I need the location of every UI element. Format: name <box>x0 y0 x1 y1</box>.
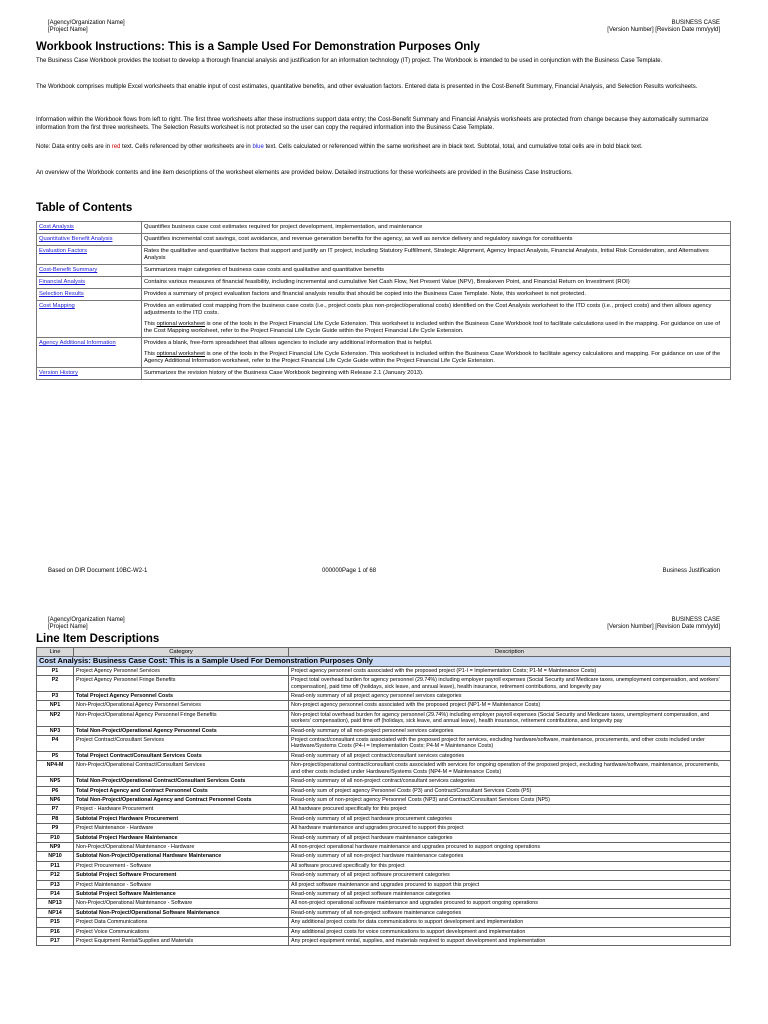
toc-description <box>142 301 731 338</box>
toc-description <box>142 265 731 277</box>
page1-header-right <box>607 20 720 34</box>
toc-link[interactable]: Financial Analysis <box>37 277 142 289</box>
line-code: NP2 <box>37 710 74 726</box>
line-description: Project total overhead burden for agency personnel (29.74%) including employer payroll expenses (Social Security and Medicare taxes, unemployment compensation, and workers' compensation), paid time off (holidays, sick leave, and annual leave), health insurance, retirement contributions, and longevity pay <box>289 676 731 692</box>
column-header-description: Description <box>289 648 731 657</box>
line-code: P6 <box>37 786 74 795</box>
line-code: P4 <box>37 736 74 752</box>
toc-description <box>142 234 731 246</box>
toc-link[interactable]: Selection Results <box>37 289 142 301</box>
line-code: NP13 <box>37 899 74 908</box>
line-category: Total Non-Project/Operational Contract/Consultant Services Costs <box>74 777 289 786</box>
line-category: Non-Project/Operational Agency Personnel Services <box>74 701 289 710</box>
line-description: All hardware procured specifically for this project <box>289 805 731 814</box>
line-category: Project Maintenance - Software <box>74 880 289 889</box>
line-code: NP5 <box>37 777 74 786</box>
doc-type: BUSINESS CASE <box>671 617 720 623</box>
line-category: Project Agency Personnel Services <box>74 666 289 675</box>
line-description: Read-only sum of project agency Personnel Costs (P3) and Contract/Consultant Services Costs (P5) <box>289 786 731 795</box>
toc-link[interactable]: Cost-Benefit Summary <box>37 265 142 277</box>
line-code: P9 <box>37 824 74 833</box>
line-item-row <box>37 751 731 760</box>
line-category: Project Voice Communications <box>74 927 289 936</box>
version-info: [Version Number] [Revision Date mm/yyld] <box>607 27 720 33</box>
toc-description <box>142 277 731 289</box>
line-description: Read-only summary of all non-project personnel services categories <box>289 726 731 735</box>
line-description: Non-project agency personnel costs associated with the proposed project (NP1-M = Maintenance Costs) <box>289 701 731 710</box>
line-description: Read-only summary of all project agency personnel services categories <box>289 692 731 701</box>
project-name: [Project Name] <box>48 27 88 33</box>
line-category: Non-Project/Operational Maintenance - Software <box>74 899 289 908</box>
page-title: Workbook Instructions: This is a Sample Used For Demonstration Purposes Only <box>36 41 480 53</box>
toc-description <box>142 289 731 301</box>
note-paragraph <box>36 144 732 152</box>
agency-name: [Agency/Organization Name] <box>48 20 125 26</box>
line-item-table <box>36 647 731 946</box>
toc-table <box>36 221 731 380</box>
line-description: Read-only summary of all project software maintenance categories <box>289 889 731 898</box>
toc-link[interactable]: Cost Mapping <box>37 301 142 338</box>
line-code: P8 <box>37 814 74 823</box>
intro-paragraph-1: The Business Case Workbook provides the toolset to develop a thorough financial analysis and justification for an information technology (IT) project. The Workbook is intended to be used in conjunction with the Business Case Template. <box>36 58 663 64</box>
page2-header-left <box>48 617 125 631</box>
toc-row <box>37 301 731 338</box>
line-item-row <box>37 889 731 898</box>
line-description: All software procured specifically for this project <box>289 861 731 870</box>
line-category: Subtotal Project Hardware Procurement <box>74 814 289 823</box>
line-item-row <box>37 880 731 889</box>
note-lead: This <box>144 351 157 357</box>
toc-optional-note <box>144 351 728 365</box>
toc-description <box>142 338 731 368</box>
line-code: P14 <box>37 889 74 898</box>
line-category: Total Project Agency Personnel Costs <box>74 692 289 701</box>
project-name: [Project Name] <box>48 624 88 630</box>
line-category: Non-Project/Operational Maintenance - Hardware <box>74 842 289 851</box>
line-description: Read-only summary of all project software procurement categories <box>289 871 731 880</box>
line-category: Project - Hardware Procurement <box>74 805 289 814</box>
toc-link[interactable]: Cost Analysis <box>37 222 142 234</box>
line-category: Subtotal Project Hardware Maintenance <box>74 833 289 842</box>
note-text-c: text. Cells calculated or referenced within the same worksheet are in black text. Subtotal, total, and cumulative total cells are in bold black text. <box>263 144 643 150</box>
line-category: Total Non-Project/Operational Agency Personnel Costs <box>74 726 289 735</box>
line-item-row <box>37 736 731 752</box>
line-code: P15 <box>37 918 74 927</box>
toc-description <box>142 222 731 234</box>
toc-row <box>37 222 731 234</box>
line-item-row <box>37 833 731 842</box>
toc-description-text: Summarizes the revision history of the Business Case Workbook beginning with Release 2.1 (January 2013). <box>144 370 424 376</box>
line-description: All non-project operational software maintenance and upgrades procured to support ongoing operations <box>289 899 731 908</box>
page2-header-right <box>607 617 720 631</box>
toc-row <box>37 265 731 277</box>
section-row <box>37 657 731 666</box>
toc-title: Table of Contents <box>36 202 133 214</box>
toc-optional-note <box>144 321 728 335</box>
line-item-row <box>37 710 731 726</box>
line-code: P11 <box>37 861 74 870</box>
note-body: is one of the tools in the Project Financial Life Cycle Extension. This worksheet is included within the Business Case Workbook tool to facilitate calculations used in the mapping. For guidance on use of the Cost Mapping worksheet, refer to the Project Financial Life Cycle Guide within the Project Financial Life Cycle Extension. <box>144 321 720 334</box>
toc-description-text: Provides an estimated cost mapping from the business case costs (i.e., project costs plus non-project/operational costs) identified on the Cost Analysis worksheet to the ITD costs (i.e., project costs) and then allows agency adjustments to the ITD costs. <box>144 303 712 316</box>
optional-worksheet-label: optional worksheet <box>156 321 205 327</box>
line-item-row <box>37 666 731 675</box>
line-description: All non-project operational hardware maintenance and upgrades procured to support ongoing operations <box>289 842 731 851</box>
line-description: Any project equipment rental, supplies, and materials required to support development and implementation <box>289 937 731 946</box>
line-item-row <box>37 908 731 917</box>
line-code: P12 <box>37 871 74 880</box>
line-category: Project Agency Personnel Fringe Benefits <box>74 676 289 692</box>
line-code: NP9 <box>37 842 74 851</box>
overview-paragraph: An overview of the Workbook contents and line item descriptions of the worksheet elements are provided below. Detailed instructions for these worksheets are provided in the Business Case Instructions. <box>36 170 573 176</box>
note-text-b: text. Cells referenced by other worksheets are in <box>120 144 253 150</box>
toc-description-text: Rates the qualitative and quantitative factors that support and justify an IT project, including Statutory Fulfillment, Strategic Alignment, Agency Impact Analysis, Financial Analysis, Initial Risk Consideration, and Alternatives Analysis <box>144 248 709 261</box>
line-code: NP3 <box>37 726 74 735</box>
column-header-line: Line <box>37 648 74 657</box>
version-info: [Version Number] [Revision Date mm/yyld] <box>607 624 720 630</box>
line-description: Non-project total overhead burden for agency personnel (29.74%) including employer payroll expenses (Social Security and Medicare taxes, unemployment compensation, and workers' compensation), paid time off (holidays, sick leave, and annual leave), health insurance, retirement contributions, and longevity pay <box>289 710 731 726</box>
toc-description <box>142 368 731 380</box>
line-category: Subtotal Project Software Maintenance <box>74 889 289 898</box>
line-description: All hardware maintenance and upgrades procured to support this project <box>289 824 731 833</box>
toc-description-text: Summarizes major categories of business case costs and qualitative and quantitative benefits <box>144 267 385 273</box>
line-description: Project contract/consultant costs associated with the proposed project for services, excluding hardware/software, maintenance, procurements, and other costs included under Hardware/Systems Costs (P4-I = Implementation Costs; P4-M = Maintenance Costs) <box>289 736 731 752</box>
toc-description-text: Provides a summary of project evaluation factors and financial analysis results that should be copied into the Business Case Template. Note, this worksheet is not protected. <box>144 291 586 297</box>
line-item-row <box>37 814 731 823</box>
section-title: Cost Analysis: Business Case Cost: This is a Sample Used For Demonstration Purposes Only <box>37 657 731 666</box>
line-item-row <box>37 899 731 908</box>
note-text-a: Note: Data entry cells are in <box>36 144 112 150</box>
toc-row <box>37 338 731 368</box>
line-description: Non-project/operational contract/consultant costs associated with services for ongoing operation of the proposed project, excluding hardware/software, maintenance, procurements, and other costs included under Hardware/Systems Costs (NP4-M = Maintenance Costs) <box>289 761 731 777</box>
line-description: All project software maintenance and upgrades procured to support this project <box>289 880 731 889</box>
line-code: NP14 <box>37 908 74 917</box>
note-body: is one of the tools in the Project Financial Life Cycle Extension. This worksheet is included within the Business Case Workbook to facilitate agency calculations and mapping. For guidance on use of the Agency Additional Information worksheet, refer to the Project Financial Life Cycle Guide within the Project Financial Life Cycle Extension. <box>144 351 721 364</box>
line-item-row <box>37 795 731 804</box>
doc-type: BUSINESS CASE <box>671 20 720 26</box>
line-item-row <box>37 726 731 735</box>
toc-description-text: Quantifies business case cost estimates required for project development, implementation, and maintenance <box>144 224 423 230</box>
line-category: Project Contract/Consultant Services <box>74 736 289 752</box>
line-code: P5 <box>37 751 74 760</box>
note-lead: This <box>144 321 157 327</box>
toc-link[interactable]: Agency Additional Information <box>37 338 142 368</box>
line-category: Project Procurement - Software <box>74 861 289 870</box>
note-blue-word: blue <box>252 144 264 150</box>
line-item-row <box>37 777 731 786</box>
line-code: P17 <box>37 937 74 946</box>
toc-link[interactable]: Version History <box>37 368 142 380</box>
toc-row <box>37 246 731 265</box>
line-item-row <box>37 871 731 880</box>
line-code: P13 <box>37 880 74 889</box>
line-code: NP10 <box>37 852 74 861</box>
line-category: Subtotal Non-Project/Operational Software Maintenance <box>74 908 289 917</box>
line-item-row <box>37 761 731 777</box>
line-code: NP6 <box>37 795 74 804</box>
line-category: Project Maintenance - Hardware <box>74 824 289 833</box>
line-code: P1 <box>37 666 74 675</box>
toc-row <box>37 277 731 289</box>
line-description: Read-only summary of all non-project hardware maintenance categories <box>289 852 731 861</box>
page1-header-left <box>48 20 125 34</box>
line-description: Read-only summary of all project hardware maintenance categories <box>289 833 731 842</box>
intro-paragraph-3: Information within the Workbook flows from left to right. The first three worksheets after these instructions support data entry; the Cost-Benefit Summary and Financial Analysis worksheets are protected from change because they automatically summarize information from the first three worksheets. The Selection Results worksheet is not protected so the user can copy the required information into the Business Case Template. <box>36 117 709 131</box>
toc-link[interactable]: Quantitative Benefit Analysis <box>37 234 142 246</box>
line-code: P10 <box>37 833 74 842</box>
line-item-row <box>37 701 731 710</box>
optional-worksheet-label: optional worksheet <box>156 351 205 357</box>
line-item-row <box>37 786 731 795</box>
line-item-row <box>37 805 731 814</box>
note-red-word: red <box>111 144 121 150</box>
line-category: Subtotal Non-Project/Operational Hardware Maintenance <box>74 852 289 861</box>
column-header-category: Category <box>74 648 289 657</box>
line-item-row <box>37 861 731 870</box>
toc-description <box>142 246 731 265</box>
line-category: Project Data Communications <box>74 918 289 927</box>
line-description: Read-only summary of all project contract/consultant services categories <box>289 751 731 760</box>
line-code: P16 <box>37 927 74 936</box>
line-item-row <box>37 824 731 833</box>
line-description: Read-only summary of all project hardware procurement categories <box>289 814 731 823</box>
line-category: Total Project Contract/Consultant Services Costs <box>74 751 289 760</box>
line-category: Total Non-Project/Operational Agency and Contract Personnel Costs <box>74 795 289 804</box>
line-item-row <box>37 692 731 701</box>
toc-row <box>37 368 731 380</box>
line-code: P3 <box>37 692 74 701</box>
line-category: Subtotal Project Software Procurement <box>74 871 289 880</box>
line-category: Total Project Agency and Contract Personnel Costs <box>74 786 289 795</box>
toc-description-text: Provides a blank, free-form spreadsheet that allows agencies to include any additional information that is helpful. <box>144 340 433 346</box>
line-description: Project agency personnel costs associated with the proposed project (P1-I = Implementation Costs; P1-M = Maintenance Costs) <box>289 666 731 675</box>
footer-page-number: 000000Page 1 of 68 <box>322 568 377 574</box>
intro-paragraph-2: The Workbook comprises multiple Excel worksheets that enable input of cost estimates, quantitative benefits, and other evaluation factors. Entered data is presented in the Cost-Benefit Summary, Financial Analysis, and Selection Results worksheets. <box>36 84 698 90</box>
toc-description-text: Contains various measures of financial feasibility, including incremental and cumulative Net Cash Flow, Net Present Value (NPV), Breakeven Point, and Financial Return on Investment (ROI) <box>144 279 630 285</box>
agency-name: [Agency/Organization Name] <box>48 617 125 623</box>
line-item-row <box>37 842 731 851</box>
toc-row <box>37 234 731 246</box>
line-code: P7 <box>37 805 74 814</box>
line-description: Any additional project costs for voice communications to support development and implementation <box>289 927 731 936</box>
toc-row <box>37 289 731 301</box>
toc-description-text: Quantifies incremental cost savings, cost avoidance, and revenue generation benefits for the agency, as well as service delivery and regulatory savings for constituents <box>144 236 573 242</box>
line-item-title: Line Item Descriptions <box>36 633 160 645</box>
line-category: Non-Project/Operational Contract/Consultant Services <box>74 761 289 777</box>
line-description: Read-only summary of all non-project software maintenance categories <box>289 908 731 917</box>
line-item-row <box>37 676 731 692</box>
line-item-row <box>37 852 731 861</box>
line-item-row <box>37 937 731 946</box>
toc-link[interactable]: Evaluation Factors <box>37 246 142 265</box>
line-item-row <box>37 927 731 936</box>
line-category: Project Equipment Rental/Supplies and Materials <box>74 937 289 946</box>
line-description: Any additional project costs for data communications to support development and implementation <box>289 918 731 927</box>
line-category: Non-Project/Operational Agency Personnel Fringe Benefits <box>74 710 289 726</box>
line-description: Read-only sum of non-project agency Personnel Costs (NP3) and Contract/Consultant Services Costs (NP5) <box>289 795 731 804</box>
footer-section-name: Business Justification <box>662 568 720 574</box>
footer-doc-ref: Based on DIR Document 10BC-W2-1 <box>48 568 148 574</box>
line-item-row <box>37 918 731 927</box>
line-code: P2 <box>37 676 74 692</box>
line-code: NP1 <box>37 701 74 710</box>
line-code: NP4-M <box>37 761 74 777</box>
line-description: Read-only summary of all non-project contract/consultant services categories <box>289 777 731 786</box>
